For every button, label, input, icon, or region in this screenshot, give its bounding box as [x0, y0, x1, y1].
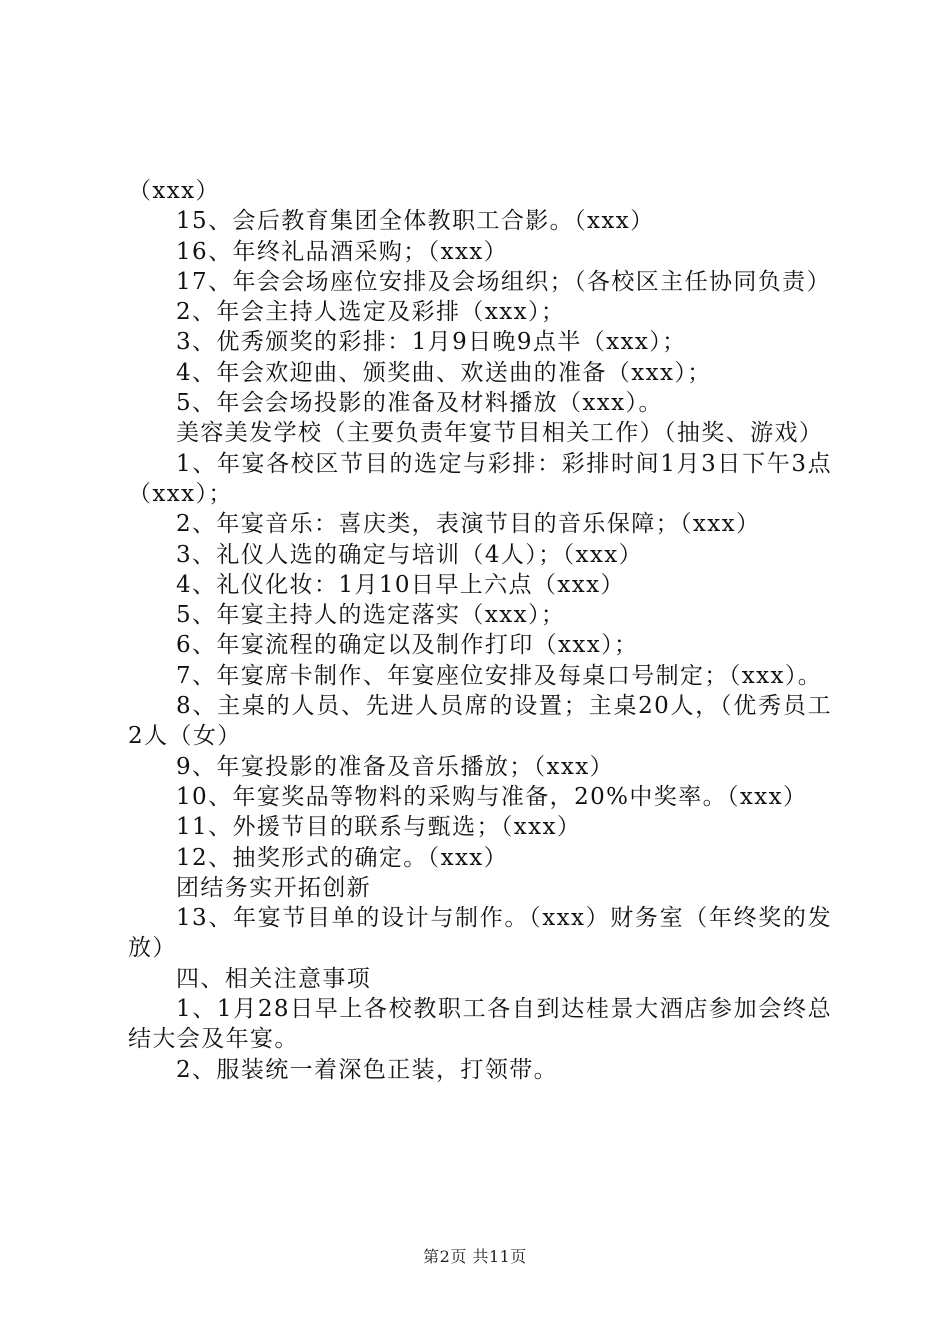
- paragraph: 6、年宴流程的确定以及制作打印（xxx）；: [176, 632, 639, 659]
- paragraph: 8、主桌的人员、先进人员席的设置；主桌20人，（优秀员工2人（女）: [128, 693, 832, 750]
- paragraph: 3、礼仪人选的确定与培训（4人）；（xxx）: [176, 541, 643, 568]
- paragraph: 2、年宴音乐：喜庆类，表演节目的音乐保障；（xxx）: [176, 511, 761, 538]
- paragraph: （xxx）: [128, 178, 220, 204]
- section-heading: 美容美发学校（主要负责年宴节目相关工作）（抽奖、游戏）: [176, 420, 824, 447]
- paragraph: 12、抽奖形式的确定。（xxx）: [176, 844, 509, 871]
- paragraph: 3、优秀颁奖的彩排：1月9日晚9点半（xxx）；: [176, 329, 687, 356]
- paragraph: 1、1月28日早上各校教职工各自到达桂景大酒店参加会终总结大会及年宴。: [128, 996, 832, 1053]
- paragraph: 16、年终礼品酒采购；（xxx）: [176, 238, 509, 265]
- paragraph: 17、年会会场座位安排及会场组织；（各校区主任协同负责）: [176, 268, 831, 295]
- paragraph: 7、年宴席卡制作、年宴座位安排及每桌口号制定；（xxx）。: [176, 662, 823, 689]
- paragraph: 4、礼仪化妆：1月10日早上六点（xxx）: [176, 571, 625, 598]
- paragraph: 2、服装统一着深色正装，打领带。: [176, 1056, 559, 1083]
- paragraph: 11、外援节目的联系与甄选；（xxx）: [176, 814, 582, 841]
- slogan: 团结务实开拓创新: [176, 874, 372, 901]
- paragraph: 4、年会欢迎曲、颁奖曲、欢送曲的准备（xxx）；: [176, 359, 712, 386]
- document-body: [128, 176, 832, 1085]
- paragraph: 15、会后教育集团全体教职工合影。（xxx）: [176, 208, 655, 235]
- paragraph: 5、年会会场投影的准备及材料播放（xxx）。: [176, 390, 663, 417]
- paragraph: 5、年宴主持人的选定落实（xxx）；: [176, 602, 566, 629]
- paragraph: 1、年宴各校区节目的选定与彩排：彩排时间1月3日下午3点（xxx）；: [128, 450, 832, 507]
- section-heading: 四、相关注意事项: [176, 965, 372, 992]
- paragraph: 13、年宴节目单的设计与制作。（xxx）财务室（年终奖的发放）: [128, 905, 832, 962]
- paragraph: 10、年宴奖品等物料的采购与准备，20%中奖率。（xxx）: [176, 783, 808, 810]
- paragraph: 2、年会主持人选定及彩排（xxx）；: [176, 299, 566, 326]
- page-number-footer: 第2页 共11页: [423, 1247, 527, 1266]
- paragraph: 9、年宴投影的准备及音乐播放；（xxx）: [176, 753, 615, 780]
